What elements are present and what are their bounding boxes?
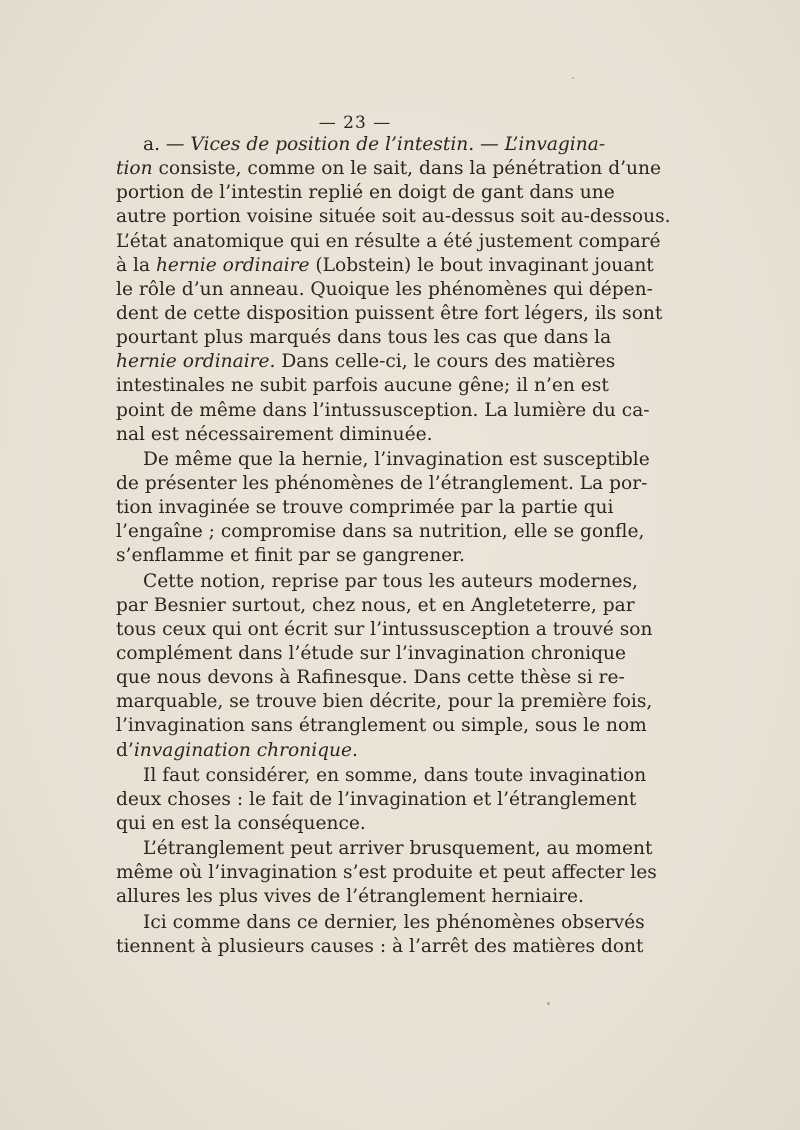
text-run: le rôle d’un anneau. Quoique les phénomènes qui dépen- <box>116 278 653 300</box>
text-run: Dans celle-ci, le cours des matières <box>275 351 616 373</box>
text-line <box>116 278 653 302</box>
text-line <box>116 714 647 738</box>
text-line <box>116 837 653 861</box>
text-run: marquable, se trouve bien décrite, pour la première fois, <box>116 691 653 713</box>
text-run: (Lobstein) le bout invaginant jouant <box>309 254 654 276</box>
text-line <box>116 496 614 520</box>
text-line <box>116 254 654 278</box>
italic-text: Vices de position de l’intestin. <box>190 134 475 155</box>
text-line <box>116 133 606 157</box>
text-run: portion de l’intestin replié en doigt de gant dans une <box>116 182 615 204</box>
text-run: deux choses : le fait de l’invagination et l’étranglement <box>116 788 637 810</box>
text-run: nal est nécessairement diminuée. <box>116 423 433 445</box>
paragraph <box>116 837 657 909</box>
text-line <box>116 911 645 935</box>
text-line <box>116 885 590 909</box>
paragraph <box>116 911 645 959</box>
text-line <box>116 690 653 714</box>
text-run: que nous devons à Rafinesque. Dans cette thèse si re- <box>116 667 625 689</box>
paragraph <box>116 448 650 569</box>
text-run: par Besnier surtout, chez nous, et en Angleteterre, par <box>116 594 635 616</box>
body-text <box>116 133 671 960</box>
text-run: L’étranglement peut arriver brusquement, au moment <box>143 838 653 860</box>
page-number: — 23 — <box>318 113 392 133</box>
text-line <box>116 570 638 594</box>
text-run: De même que la hernie, l’invagination est susceptible <box>143 448 650 470</box>
text-line <box>116 935 644 959</box>
text-line <box>116 399 650 423</box>
text-run: point de même dans l’intussusception. La lumière du ca- <box>116 399 650 421</box>
italic-text: L’invagina- <box>504 134 606 155</box>
text-run: — <box>474 134 505 155</box>
italic-text: tion <box>116 158 153 180</box>
text-run: l’engaîne ; compromise dans sa nutrition, elle se gonfle, <box>116 521 645 543</box>
text-run: d’ <box>116 739 134 761</box>
text-run: tion invaginée se trouve comprimée par la partie qui <box>116 497 614 519</box>
text-run: L’état anatomique qui en résulte a été justement comparé <box>116 230 661 252</box>
text-run: dent de cette disposition puissent être fort légers, ils sont <box>116 302 663 324</box>
text-line <box>116 594 635 618</box>
text-run: l’invagination sans étranglement ou simple, sous le nom <box>116 715 647 737</box>
text-line <box>116 302 663 326</box>
text-run: Cette notion, reprise par tous les auteurs modernes, <box>143 570 638 592</box>
text-line <box>116 472 648 496</box>
paragraph <box>116 133 671 447</box>
text-line <box>116 666 625 690</box>
text-run: . <box>352 739 358 761</box>
text-line <box>116 618 653 642</box>
text-run: pourtant plus marqués dans tous les cas que dans la <box>116 327 612 349</box>
paper-speck <box>572 77 574 79</box>
text-line <box>116 205 671 229</box>
text-line <box>116 374 609 398</box>
text-line <box>116 812 590 836</box>
italic-text: invagination chronique <box>133 739 353 761</box>
text-run: de présenter les phénomènes de l’étranglement. La por- <box>116 472 648 494</box>
paper-speck <box>547 1002 550 1005</box>
text-line <box>116 739 590 763</box>
text-line <box>116 423 590 447</box>
text-run: intestinales ne subit parfois aucune gêne; il n’en est <box>116 375 609 397</box>
text-line <box>116 642 626 666</box>
text-run: allures les plus vives de l’étranglement herniaire. <box>116 886 584 908</box>
text-line <box>116 350 616 374</box>
text-line <box>116 230 661 254</box>
text-run: tiennent à plusieurs causes : à l’arrêt des matières dont <box>116 935 644 957</box>
text-line <box>116 520 645 544</box>
text-run: Il faut considérer, en somme, dans toute invagination <box>143 764 647 786</box>
text-run: Ici comme dans ce dernier, les phénomènes observés <box>143 911 645 933</box>
text-run: qui en est la conséquence. <box>116 812 366 834</box>
paragraph <box>116 764 647 836</box>
text-line <box>116 448 650 472</box>
text-line <box>116 764 647 788</box>
text-line <box>116 181 615 205</box>
text-run: autre portion voisine située soit au-dessus soit au-dessous. <box>116 206 671 228</box>
text-run: tous ceux qui ont écrit sur l’intussusception a trouvé son <box>116 618 653 640</box>
italic-text: hernie ordinaire <box>155 254 310 276</box>
paragraph <box>116 570 653 763</box>
text-run: s’enflamme et finit par se gangrener. <box>116 545 465 567</box>
text-run: même où l’invagination s’est produite et peut affecter les <box>116 862 657 884</box>
text-run: a. — <box>143 134 191 155</box>
text-line <box>116 326 612 350</box>
text-line <box>116 157 661 181</box>
text-run: consiste, comme on le sait, dans la pénétration d’une <box>152 158 661 180</box>
text-line <box>116 788 637 812</box>
italic-text: hernie ordinaire. <box>116 351 276 373</box>
text-line <box>116 544 590 568</box>
text-line <box>116 861 657 885</box>
text-run: complément dans l’étude sur l’invagination chronique <box>116 642 626 664</box>
text-run: à la <box>116 254 156 276</box>
